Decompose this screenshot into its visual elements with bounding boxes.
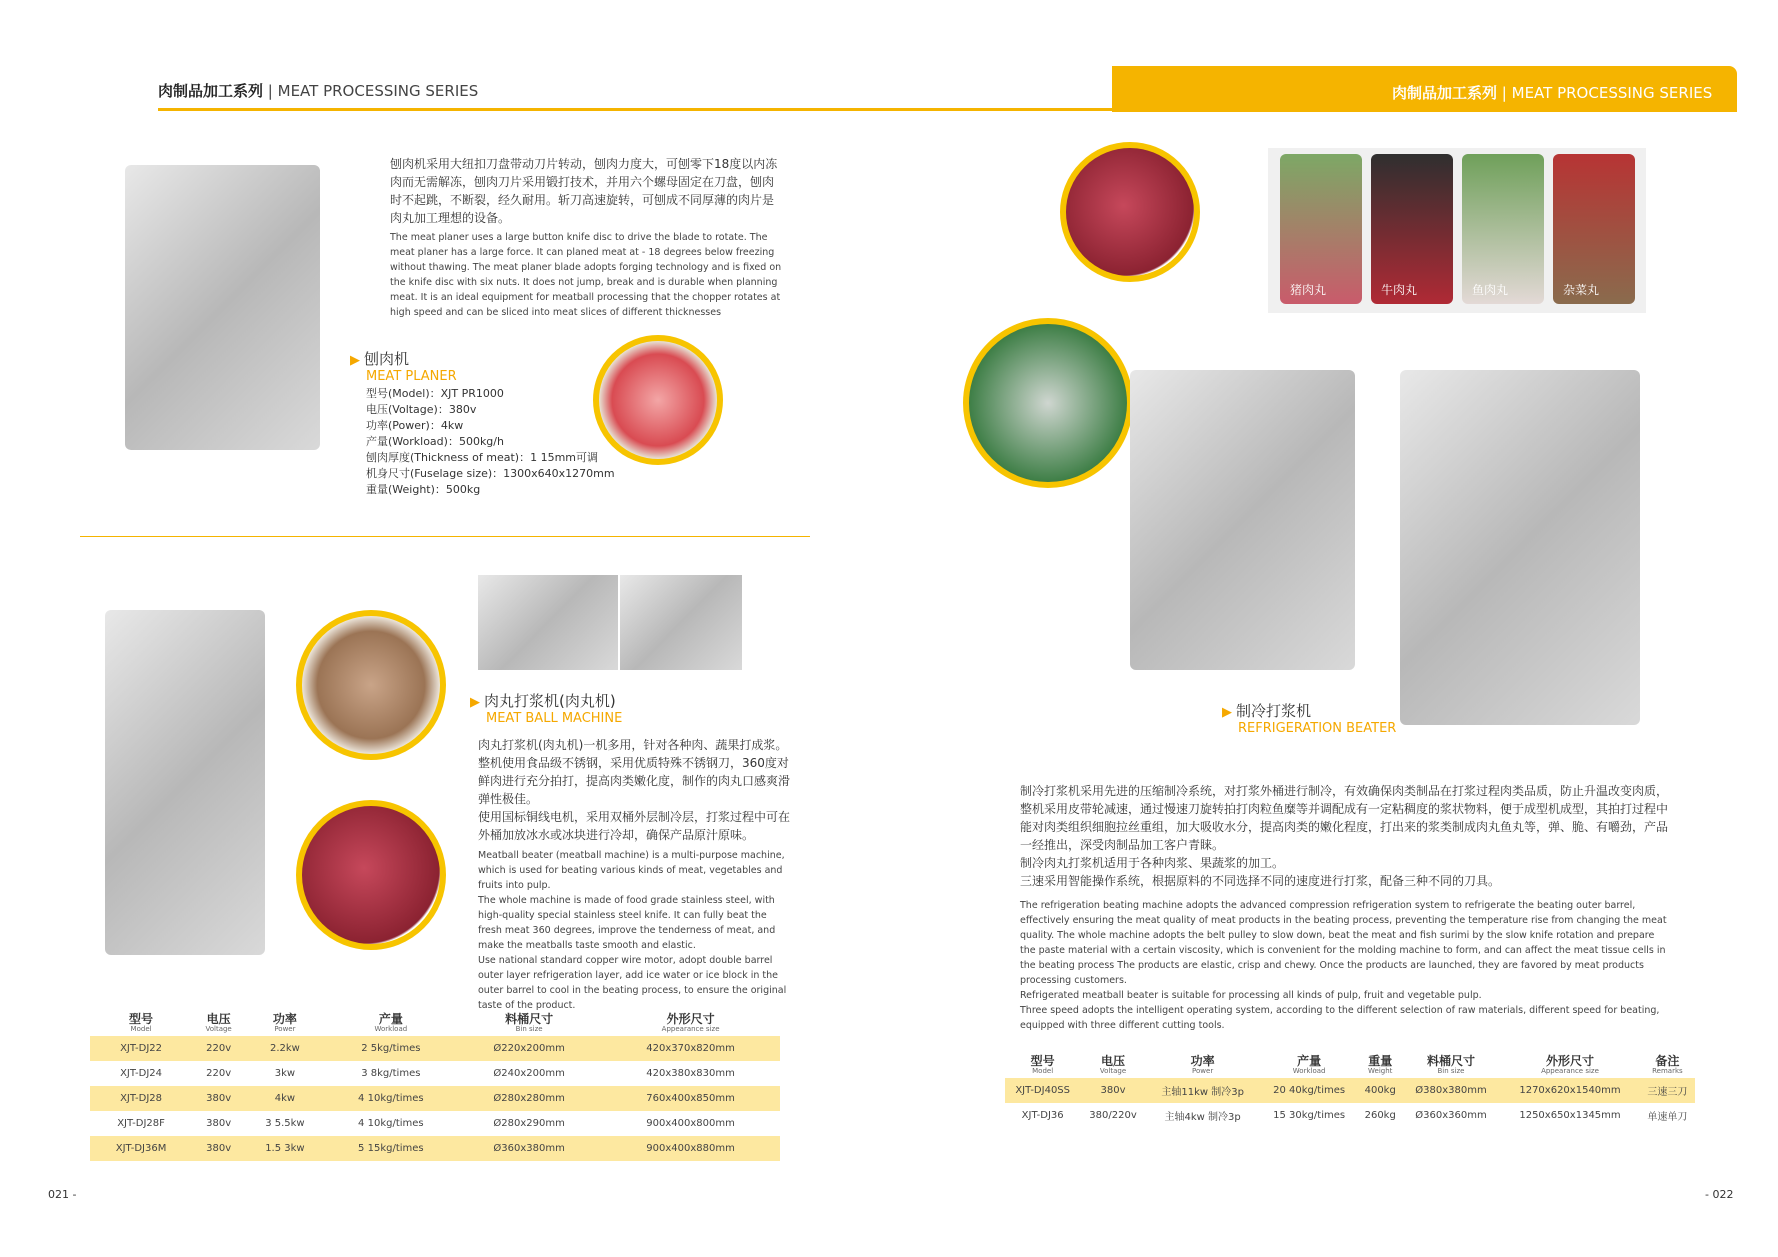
table-cell: 420x380x830mm — [646, 1068, 735, 1079]
table-header-row — [1005, 1052, 1695, 1078]
meatball-spec-table — [90, 1010, 780, 1161]
table-cell: 380/220v — [1089, 1110, 1137, 1121]
header-zh: 重量 — [1368, 1054, 1393, 1068]
meatball-desc-zh-1: 肉丸打浆机(肉丸机)一机多用，针对各种肉、蔬果打成浆。 — [478, 738, 788, 752]
planer-spec-item: 刨肉厚度(Thickness of meat)：1 15mm可调 — [366, 451, 599, 464]
planer-spec-item: 重量(Weight)：500kg — [366, 483, 481, 496]
page-number-right: - 022 — [1705, 1188, 1734, 1201]
triangle-icon: ▶ — [1222, 705, 1232, 720]
table-cell: 主轴11kw 制冷3p — [1146, 1078, 1260, 1103]
table-cell: 5 15kg/times — [325, 1136, 457, 1161]
table-header-cell — [245, 1010, 325, 1036]
table-header-cell — [192, 1010, 245, 1036]
header-left-en: MEAT PROCESSING SERIES — [277, 82, 479, 100]
table-cell: 900x400x800mm — [646, 1118, 735, 1129]
table-cell: Ø380x380mm — [1402, 1078, 1500, 1103]
header-zh: 电压 — [1101, 1054, 1126, 1068]
header-en: Power — [274, 1025, 296, 1033]
table-header-cell — [1260, 1052, 1359, 1078]
header-zh: 电压 — [206, 1012, 231, 1026]
refrig-desc-zh-1: 制冷打浆机采用先进的压缩制冷系统，对打浆外桶进行制冷，有效确保肉类制品在打浆过程肉类品质，防止升温改变肉质，整机采用皮带轮减速，通过慢速刀旋转拍打肉粒鱼糜等并调配成有一定粘稠度的浆状物料，便于成型机成型，其拍打过程中能对肉类组织细胞拉丝重组，加大吸收水分，提高肉类的嫩化程度，打出来的浆类制成肉丸鱼丸等，弹、脆、有嚼劲，产品一经推出，深受肉制品加工客户青睐。 — [1020, 784, 1669, 852]
header-en: Model — [1032, 1067, 1054, 1075]
table-cell: 4 10kg/times — [325, 1086, 457, 1111]
meatball-desc-zh-2: 整机使用食品级不锈钢，采用优质特殊不锈钢刀，360度对鲜肉进行充分拍打，提高肉类嫩化度，制作的肉丸口感爽滑弹性极佳。 — [478, 756, 791, 806]
planer-spec-list — [366, 386, 626, 498]
header-en: Workload — [374, 1025, 408, 1033]
table-cell: 20 40kg/times — [1260, 1078, 1359, 1103]
refrig-spec-table — [1005, 1052, 1695, 1128]
refrig-title — [1222, 700, 1396, 736]
header-right-zh: 肉制品加工系列 — [1392, 84, 1498, 102]
header-en: Bin size — [515, 1025, 543, 1033]
header-en: Weight — [1368, 1067, 1393, 1075]
table-cell: 4 10kg/times — [358, 1118, 424, 1129]
table-cell: XJT-DJ28 — [90, 1086, 192, 1111]
table-header-cell — [90, 1010, 192, 1036]
table-cell: XJT-DJ36M — [90, 1136, 192, 1161]
table-cell: 380v — [192, 1136, 245, 1161]
header-en: Appearance size — [1541, 1067, 1599, 1075]
triangle-icon: ▶ — [470, 695, 480, 710]
planer-spec-item: 电压(Voltage)：380v — [366, 403, 477, 416]
header-left-sep: | — [267, 82, 273, 100]
veg-ball-label: 杂菜丸 — [1563, 283, 1600, 297]
meatball-machine-photo — [105, 610, 265, 955]
meatballs-photo — [296, 610, 446, 760]
meatball-desc-zh-3: 使用国标铜线电机，采用双桶外层制冷层，打浆过程中可在外桶加放冰水或冰块进行冷却，确保产品原汁原味。 — [478, 810, 791, 842]
page-number-left: 021 - — [48, 1188, 77, 1201]
meatball-desc-en-1: Meatball beater (meatball machine) is a multi-purpose machine, which is used for beating various kinds of meat, vegetables and fruits into pulp. — [478, 850, 785, 891]
fish-ball-thumb — [1462, 154, 1544, 304]
header-zh: 功率 — [1190, 1054, 1215, 1068]
table-row — [1005, 1103, 1695, 1128]
table-cell: 单速单刀 — [1647, 1112, 1688, 1123]
meatball-desc — [478, 736, 793, 1013]
header-zh: 型号 — [1030, 1054, 1055, 1068]
meat-planer-photo — [125, 165, 320, 450]
triangle-icon: ▶ — [350, 353, 360, 368]
cutting-blades-photo — [963, 318, 1133, 488]
section-divider — [80, 536, 810, 537]
header-en: Appearance size — [661, 1025, 720, 1033]
table-header-cell — [1359, 1052, 1402, 1078]
header-en: Model — [130, 1025, 152, 1033]
table-cell: XJT-DJ22 — [90, 1036, 192, 1061]
table-header-cell — [1005, 1052, 1080, 1078]
table-cell: Ø240x200mm — [493, 1068, 565, 1079]
pork-ball-thumb — [1280, 154, 1362, 304]
header-zh: 产量 — [1297, 1054, 1322, 1068]
table-row — [1005, 1078, 1695, 1103]
refrig-desc-en-3: Three speed adopts the intelligent operating system, according to the different selection of raw materials, different speed for beating, equipped with three different cutting tools. — [1020, 1005, 1660, 1031]
table-cell: 2 5kg/times — [325, 1036, 457, 1061]
table-row — [90, 1061, 780, 1086]
header-zh: 料桶尺寸 — [505, 1012, 554, 1026]
refrig-title-zh: 制冷打浆机 — [1236, 702, 1312, 720]
table-header-cell — [325, 1010, 457, 1036]
table-cell: Ø360x380mm — [457, 1136, 601, 1161]
table-cell: XJT-DJ36 — [1021, 1110, 1064, 1121]
table-cell: Ø280x280mm — [457, 1086, 601, 1111]
refrig-desc-zh-2: 制冷肉丸打浆机适用于各种肉浆、果蔬浆的加工。 — [1020, 856, 1285, 870]
meatball-desc-en-2: The whole machine is made of food grade stainless steel, with high-quality special stainless steel knife. It can fully beat the fresh meat 360 degrees, improve the tenderness of meat, and make the meatballs taste smooth and elastic. — [478, 895, 776, 951]
table-cell: 400kg — [1359, 1078, 1402, 1103]
meatball-thumbs — [1268, 148, 1646, 313]
table-cell: 380v — [192, 1086, 245, 1111]
header-right-sep: | — [1501, 84, 1507, 102]
header-rule-left — [158, 108, 1113, 111]
table-cell: 220v — [206, 1068, 232, 1079]
table-cell: Ø220x200mm — [457, 1036, 601, 1061]
planer-desc-en: The meat planer uses a large button knife disc to drive the blade to rotate. The meat planer has a large force. It can planed meat at - 18 degrees below freezing without thawing. The meat planer blade adopts forging technology and is fixed on the knife disc with six nuts. It does not jump, break and is durable when planning meat. It is an ideal equipment for meatball processing that the chopper rotates at high speed and can be sliced into meat slices of different thicknesses — [390, 232, 782, 318]
header-left — [158, 80, 478, 101]
beef-ball-thumb — [1371, 154, 1453, 304]
planer-spec-item: 型号(Model)：XJT PR1000 — [366, 387, 504, 400]
header-zh: 料桶尺寸 — [1426, 1054, 1475, 1068]
table-row — [90, 1111, 780, 1136]
table-cell: 1.5 3kw — [245, 1136, 325, 1161]
header-zh: 产量 — [378, 1012, 403, 1026]
meatball-title-zh: 肉丸打浆机(肉丸机) — [484, 692, 616, 710]
table-cell: 4kw — [245, 1086, 325, 1111]
header-en: Workload — [1292, 1067, 1326, 1075]
table-cell: 760x400x850mm — [601, 1086, 780, 1111]
table-cell: 380v — [206, 1118, 232, 1129]
header-en: Voltage — [205, 1025, 232, 1033]
header-left-zh: 肉制品加工系列 — [158, 82, 264, 100]
table-cell: XJT-DJ40SS — [1005, 1078, 1080, 1103]
table-row — [90, 1136, 780, 1161]
header-zh: 外形尺寸 — [1546, 1054, 1595, 1068]
header-en: Remarks — [1652, 1067, 1683, 1075]
planer-title-zh: 刨肉机 — [364, 350, 410, 368]
planer-desc-zh: 刨肉机采用大纽扣刀盘带动刀片转动，刨肉力度大，可刨零下18度以内冻肉而无需解冻，刨肉刀片采用锻打技术，并用六个螺母固定在刀盘，刨肉时不起跳，不断裂，经久耐用。斩刀高速旋转，可刨成不同厚薄的肉片是肉丸加工理想的设备。 — [390, 157, 778, 225]
table-cell: Ø360x360mm — [1415, 1110, 1487, 1121]
table-cell: 15 30kg/times — [1273, 1110, 1346, 1121]
meatball-desc-en-3: Use national standard copper wire motor, adopt double barrel outer layer refrigeration layer, add ice water or ice block in the outer barrel to cool in the beating process, to ensure the original taste of the product. — [478, 955, 787, 1011]
planer-spec-item: 功率(Power)：4kw — [366, 419, 464, 432]
planer-title-en: MEAT PLANER — [366, 369, 457, 384]
table-header-row — [90, 1010, 780, 1036]
meatball-title — [470, 690, 622, 726]
refrig-desc-en-2: Refrigerated meatball beater is suitable for processing all kinds of pulp, fruit and vegetable pulp. — [1020, 990, 1482, 1001]
table-header-cell — [1640, 1052, 1695, 1078]
table-cell: 900x400x880mm — [601, 1136, 780, 1161]
table-header-cell — [1080, 1052, 1145, 1078]
refrigeration-beater-photo-2 — [1400, 370, 1640, 725]
table-cell: 420x370x820mm — [601, 1036, 780, 1061]
table-cell: 主轴4kw 制冷3p — [1164, 1112, 1241, 1123]
table-cell: 3kw — [274, 1068, 296, 1079]
refrig-title-en: REFRIGERATION BEATER — [1238, 721, 1397, 736]
table-row — [90, 1036, 780, 1061]
header-en: Power — [1192, 1067, 1214, 1075]
meat-slices-photo — [593, 335, 723, 465]
planer-spec-item: 产量(Workload)：500kg/h — [366, 435, 504, 448]
minced-meat-photo — [296, 800, 446, 950]
header-right — [1392, 82, 1712, 103]
refrigeration-beater-photo-1 — [1130, 370, 1355, 670]
table-cell: 220v — [192, 1036, 245, 1061]
minced-meat-photo-right — [1060, 142, 1200, 282]
table-cell: 2.2kw — [245, 1036, 325, 1061]
table-cell: 1270x620x1540mm — [1500, 1078, 1640, 1103]
header-right-en: MEAT PROCESSING SERIES — [1511, 84, 1713, 102]
table-header-cell — [1402, 1052, 1500, 1078]
refrig-desc-zh-3: 三速采用智能操作系统，根据原料的不同选择不同的速度进行打浆，配备三种不同的刀具。 — [1020, 874, 1501, 888]
meatball-title-en: MEAT BALL MACHINE — [486, 711, 623, 726]
table-row — [90, 1086, 780, 1111]
table-cell: 260kg — [1364, 1110, 1396, 1121]
table-header-cell — [1500, 1052, 1640, 1078]
refrig-desc — [1020, 782, 1672, 1033]
table-header-cell — [601, 1010, 780, 1036]
table-cell: XJT-DJ24 — [120, 1068, 163, 1079]
beef-ball-label: 牛肉丸 — [1381, 283, 1418, 297]
fish-ball-label: 鱼肉丸 — [1472, 283, 1509, 297]
table-header-cell — [457, 1010, 601, 1036]
planer-title — [350, 348, 457, 384]
header-en: Voltage — [1099, 1067, 1127, 1075]
table-cell: XJT-DJ28F — [117, 1118, 165, 1129]
veg-ball-thumb — [1553, 154, 1635, 304]
table-header-cell — [1146, 1052, 1260, 1078]
refrig-desc-en-1: The refrigeration beating machine adopts the advanced compression refrigeration system to refrigerate the beating outer barrel, effectively ensuring the meat quality of meat products in the beating process, preventing the temperature rise from changing the meat quality. The whole machine adopts the belt pulley to slow down, beat the meat and fish surimi by the slow knife rotation and prepare the paste material with a certain viscosity, which is convenient for the molding machine to form, and can affect the meat tissue cells in the beating process The products are elastic, crisp and chewy. Once the products are launched, they are favored by meat products processing customers. — [1020, 900, 1667, 986]
table-cell: Ø280x290mm — [493, 1118, 565, 1129]
table-cell: 1250x650x1345mm — [1519, 1110, 1621, 1121]
beater-bowl-photo-1 — [478, 575, 618, 670]
header-zh: 外形尺寸 — [666, 1012, 715, 1026]
pork-ball-label: 猪肉丸 — [1290, 283, 1327, 297]
table-cell: 380v — [1080, 1078, 1145, 1103]
table-cell: 3 8kg/times — [361, 1068, 421, 1079]
header-en: Bin size — [1437, 1067, 1465, 1075]
table-cell: 3 5.5kw — [265, 1118, 305, 1129]
header-zh: 备注 — [1655, 1054, 1680, 1068]
beater-bowl-photo-2 — [620, 575, 742, 670]
planer-spec-item: 机身尺寸(Fuselage size)：1300x640x1270mm — [366, 467, 615, 480]
table-cell: 三速三刀 — [1640, 1078, 1695, 1103]
header-zh: 型号 — [129, 1012, 154, 1026]
header-zh: 功率 — [272, 1012, 297, 1026]
